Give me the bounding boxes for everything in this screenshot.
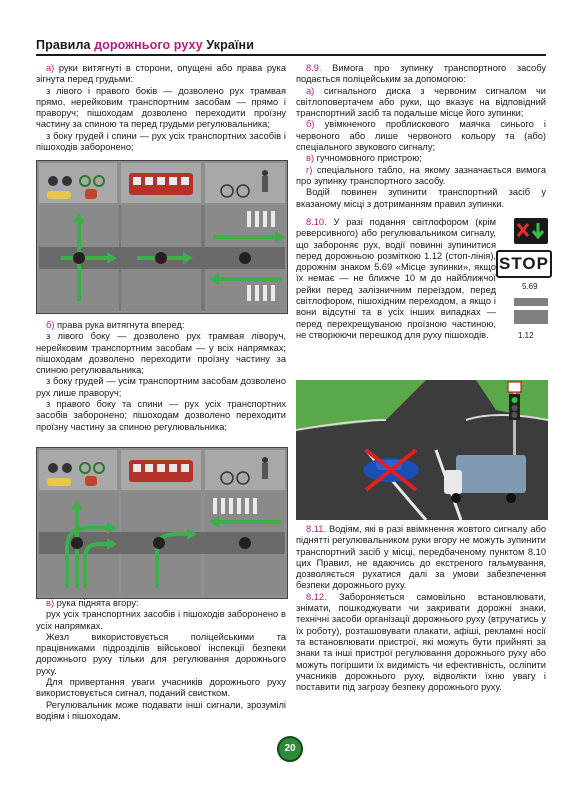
- traffic-controller-illustration-1: [36, 160, 288, 314]
- left-text-c: [36, 598, 286, 722]
- marking-stop-line-top: [514, 298, 548, 306]
- title-part: України: [202, 38, 254, 52]
- marking-stop-line: [514, 310, 548, 324]
- item-label: в): [46, 598, 55, 608]
- paragraph: з боку грудей — усім транспортним засобам дозволено рух лише праворуч;: [36, 376, 286, 398]
- item-label: 8.11.: [306, 524, 326, 534]
- item-text: руки витягнуті в сторони, опущені або права рука зігнута перед грудьми:: [36, 63, 286, 85]
- item-label: в): [306, 153, 315, 164]
- item-label: б): [46, 320, 55, 330]
- paragraph: Регулювальник може подавати інші сигнали, зрозумілі водіям і пішоходам.: [36, 699, 286, 721]
- page-header: [36, 36, 546, 58]
- paragraph: Жезл використовується поліцейськими та працівниками підрозділів військової інспекції безпеки дорожнього руху тільки для регулювання дорожнього руху.: [36, 631, 286, 676]
- item-label: 8.12.: [306, 591, 327, 602]
- item-label: 8.10.: [306, 217, 327, 227]
- right-text-8-11-8-12: [296, 524, 546, 693]
- left-text-b: [36, 320, 286, 433]
- sign-569-caption: 5.69: [522, 282, 538, 291]
- paragraph: Водій повинен зупинити транспортний засіб у вказаному місці з дотриманням правил зупинки.: [296, 187, 546, 209]
- paragraph: з лівого і правого боків — дозволено рух трамвая прямо, нерейковим транспортним засобам — прямо і праворуч; пішоходам дозволено переходити проїзну частину за спиною та перед грудьми регулювальника;: [36, 85, 286, 130]
- header-rule: [36, 54, 546, 56]
- right-text-8-10: [296, 217, 496, 341]
- item-text: увімкненого проблискового маячка синього і червоного або лише червоного кольору та (або) спеціального звукового сигналу;: [296, 119, 546, 153]
- paragraph: з лівого боку — дозволено рух трамвая ліворуч, нерейковим транспортним засобам — у всіх напрямках; пішоходам дозволено переходити проїзну частину за спиною регулювальника;: [36, 331, 286, 376]
- traffic-controller-illustration-2: [36, 447, 288, 599]
- item-text: рука піднята вгору:: [54, 598, 139, 608]
- paragraph: рух усіх транспортних засобів і пішоходів заборонено в усіх напрямках.: [36, 609, 286, 631]
- item-label: а): [46, 63, 55, 73]
- item-label: г): [306, 164, 313, 175]
- item-text: гучномовного пристрою;: [314, 153, 422, 164]
- item-text: У разі подання світлофором (крім реверсивного) або регулювальником сигналу, що забороняє рух, водії повинні зупинитися перед дорожньою розміткою 1.12 (стоп-лінія), дорожнім знаком 5.69 «Місце зупинки», якщо їх немає — не ближче 10 м до найближчої рейки перед залізничним переїздом, перед світлофором, пішохідним переходом, а якщо і вони відсутні та в усіх інших випадках — перед перехрещуваною проїзною частиною, не створюючи перешкод для руху пішоходів.: [296, 217, 496, 340]
- item-text: Вимога про зупинку транспортного засобу подається поліцейським за допомогою:: [296, 63, 546, 85]
- item-text: Водіям, які в разі ввімкнення жовтого сигналу або піднятті регулювальником руки вгору не можуть зупинити транспортний засіб у місці, передбаченому пунктом 8.10 цих Правил, не вдаючись до екстреного гальмування, дозволяється рухатися далі за умови забезпечення безпеки дорожнього руху.: [296, 524, 546, 591]
- title-part: Правила: [36, 38, 95, 52]
- item-text: права рука витягнута вперед:: [54, 320, 185, 330]
- item-label: 8.9.: [306, 63, 322, 73]
- item-text: спеціального табло, на якому зазначається вимога про зупинку транспортного засобу.: [296, 164, 546, 186]
- stop-sign: STOP: [496, 250, 552, 278]
- item-label: а): [306, 85, 315, 96]
- item-label: б): [306, 119, 315, 130]
- reversible-signal-icon: [514, 218, 548, 244]
- paragraph: з правого боку та спини — рух усіх транспортних засобів заборонено; пішоходам дозволено переходити проїзну частину за спиною регулювальника;: [36, 399, 286, 432]
- paragraph: з боку грудей і спини — рух усіх транспортних засобів і пішоходів заборонено;: [36, 130, 286, 153]
- marking-112-caption: 1.12: [518, 331, 534, 340]
- intersection-illustration: [296, 380, 548, 520]
- left-text-a: [36, 63, 286, 153]
- title-highlight: дорожнього руху: [94, 38, 203, 52]
- item-text: Забороняється самовільно встановлювати, знімати, пошкоджувати чи закривати дорожні знаки, технічні засоби організації дорожнього руху (втручатись у їх роботу), розташовувати плакати, афіші, рекламні носії та встановлювати пристрої, які можуть бути прийняті за знаки та інші пристрої регулювання дорожнього руху або можуть погіршити їх видимість чи ефективність, осліпити учасників дорожнього руху, відволікти їхню увагу і поставити під загрозу безпеку дорожнього руху.: [296, 591, 546, 693]
- page-title: [36, 38, 254, 52]
- item-text: сигнального диска з червоним сигналом чи світлоповертачем або руки, що вказує на відповідний транспортний засіб та подальше місце його зупинки;: [296, 85, 546, 119]
- page-number: 20: [277, 736, 303, 762]
- right-text-8-9: [296, 63, 546, 210]
- paragraph: Для привертання уваги учасників дорожнього руху використовується сигнал, поданий свистком.: [36, 677, 286, 699]
